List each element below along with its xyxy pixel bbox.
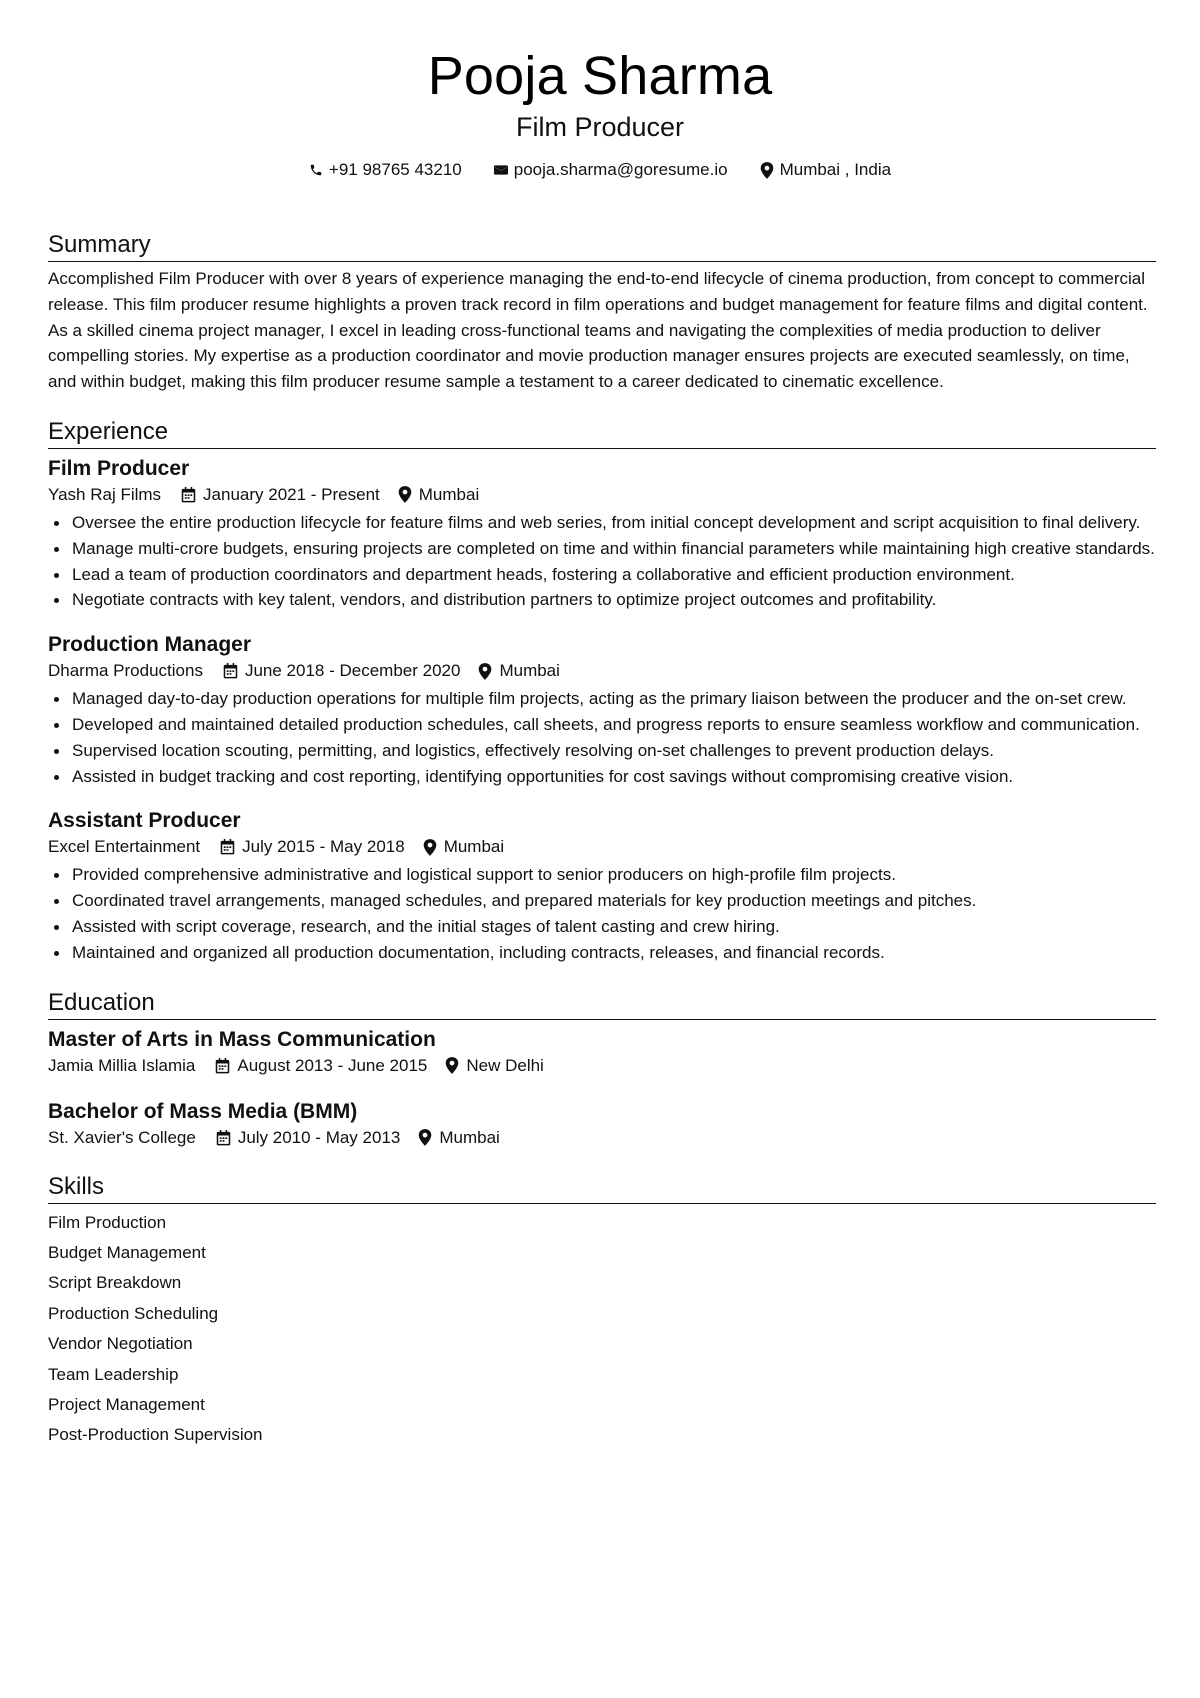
- bullet-item: Managed day-to-day production operations for multiple film projects, acting as the primary liaison between the producer and the on-set crew.: [48, 686, 1156, 712]
- skill-item: Film Production: [48, 1212, 167, 1232]
- entry-meta: [48, 483, 1156, 507]
- section-heading: Education: [48, 988, 1156, 1020]
- map-pin-icon: [398, 486, 412, 503]
- location-text: Mumbai: [418, 484, 480, 504]
- skill-item: Post-Production Supervision: [48, 1425, 263, 1445]
- entry-dates: [220, 835, 405, 859]
- bullet-item: Provided comprehensive administrative and logistical support to senior producers on high-profile film projects.: [48, 862, 1156, 888]
- map-pin-icon: [423, 839, 437, 856]
- job-entry: [48, 455, 1156, 613]
- entry-location: [478, 659, 559, 683]
- organization: Jamia Millia Islamia: [48, 1055, 196, 1075]
- location-text: Mumbai , India: [779, 160, 892, 179]
- entry-location: [418, 1126, 499, 1150]
- resume-content: [48, 230, 1156, 1451]
- education-section: [48, 988, 1156, 1150]
- phone-icon: [309, 163, 323, 177]
- job-title: Film Producer: [48, 456, 190, 480]
- location-text: New Delhi: [466, 1055, 544, 1075]
- organization: St. Xavier's College: [48, 1127, 196, 1147]
- dates-text: January 2021 - Present: [203, 484, 380, 504]
- contact-location: [760, 160, 892, 180]
- calendar-icon: [220, 839, 235, 855]
- phone-text: +91 98765 43210: [328, 160, 462, 179]
- education-entry: [48, 1098, 1156, 1150]
- entry-meta: [48, 1054, 1156, 1078]
- skill-item: Vendor Negotiation: [48, 1334, 193, 1354]
- experience-section: [48, 417, 1156, 966]
- contact-email: [494, 160, 728, 180]
- bullet-item: Lead a team of production coordinators and department heads, fostering a collaborative and efficient production environment.: [48, 562, 1156, 588]
- job-entry: [48, 807, 1156, 965]
- skills-section: [48, 1172, 1156, 1451]
- entry-dates: [215, 1054, 427, 1078]
- skill-item: Project Management: [48, 1394, 205, 1414]
- skill-item: Production Scheduling: [48, 1303, 219, 1323]
- entry-meta: [48, 835, 1156, 859]
- calendar-icon: [223, 663, 238, 679]
- dates-text: July 2015 - May 2018: [242, 837, 405, 857]
- calendar-icon: [215, 1058, 230, 1074]
- job-title: Production Manager: [48, 633, 252, 657]
- location-text: Mumbai: [443, 837, 505, 857]
- degree-title: Bachelor of Mass Media (BMM): [48, 1099, 358, 1123]
- dates-text: July 2010 - May 2013: [237, 1127, 401, 1147]
- bullet-item: Developed and maintained detailed production schedules, call sheets, and progress reports to ensure seamless workflow and communication.: [48, 712, 1156, 738]
- skill-item: Budget Management: [48, 1242, 206, 1262]
- skill-item: Script Breakdown: [48, 1273, 182, 1293]
- dates-text: August 2013 - June 2015: [237, 1055, 428, 1075]
- summary-section: [48, 230, 1156, 395]
- location-text: Mumbai: [439, 1127, 500, 1147]
- dates-text: June 2018 - December 2020: [244, 661, 461, 681]
- degree-title: Master of Arts in Mass Communication: [48, 1027, 436, 1051]
- candidate-name: Pooja Sharma: [427, 46, 773, 106]
- candidate-title: Film Producer: [515, 112, 685, 142]
- resume-header: [0, 44, 1200, 144]
- entry-location: [445, 1054, 543, 1078]
- skill-item: Team Leadership: [48, 1364, 179, 1384]
- section-heading: Experience: [48, 417, 1156, 449]
- entry-meta: [48, 1126, 1156, 1150]
- job-title: Assistant Producer: [48, 809, 241, 833]
- entry-location: [423, 835, 504, 859]
- job-bullets: [48, 862, 1156, 965]
- section-heading: Summary: [48, 230, 1156, 262]
- job-entry: [48, 631, 1156, 789]
- calendar-icon: [181, 487, 196, 503]
- job-bullets: [48, 686, 1156, 789]
- contact-phone: [309, 160, 462, 180]
- bullet-item: Assisted in budget tracking and cost reporting, identifying opportunities for cost savings without compromising creative vision.: [48, 764, 1156, 790]
- bullet-item: Negotiate contracts with key talent, vendors, and distribution partners to optimize project outcomes and profitability.: [48, 587, 1156, 613]
- bullet-item: Manage multi-crore budgets, ensuring projects are completed on time and within financial parameters while maintaining high creative standards.: [48, 536, 1156, 562]
- entry-meta: [48, 659, 1156, 683]
- entry-dates: [181, 483, 380, 507]
- bullet-item: Supervised location scouting, permitting, and logistics, effectively resolving on-set challenges to prevent production delays.: [48, 738, 1156, 764]
- contact-row: [0, 160, 1200, 180]
- entry-dates: [216, 1126, 401, 1150]
- job-list: [48, 455, 1156, 966]
- map-pin-icon: [478, 663, 492, 680]
- summary-text: Accomplished Film Producer with over 8 years of experience managing the end-to-end lifecycle of cinema production, from concept to commercial release. This film producer resume highlights a proven track record in film operations and budget management for feature films and digital content. As a skilled cinema project manager, I excel in leading cross-functional teams and navigating the complexities of media production to deliver compelling stories. My expertise as a production coordinator and movie production manager ensures projects are executed seamlessly, on time, and within budget, making this film producer resume sample a testament to a career dedicated to cinematic excellence.: [48, 269, 1148, 392]
- bullet-item: Maintained and organized all production documentation, including contracts, releases, and financial records.: [48, 940, 1156, 966]
- skills-list: [48, 1208, 1156, 1451]
- location-text: Mumbai: [499, 661, 560, 681]
- envelope-icon: [494, 164, 508, 176]
- bullet-item: Oversee the entire production lifecycle for feature films and web series, from initial concept development and script acquisition to final delivery.: [48, 510, 1156, 536]
- bullet-item: Coordinated travel arrangements, managed schedules, and prepared materials for key production meetings and pitches.: [48, 888, 1156, 914]
- entry-dates: [223, 659, 460, 683]
- map-pin-icon: [418, 1129, 432, 1146]
- organization: Yash Raj Films: [48, 484, 162, 504]
- map-pin-icon: [760, 162, 774, 179]
- education-list: [48, 1026, 1156, 1150]
- job-bullets: [48, 510, 1156, 613]
- bullet-item: Assisted with script coverage, research, and the initial stages of talent casting and crew hiring.: [48, 914, 1156, 940]
- education-entry: [48, 1026, 1156, 1078]
- map-pin-icon: [445, 1057, 459, 1074]
- section-heading: Skills: [48, 1172, 1156, 1204]
- organization: Excel Entertainment: [48, 837, 201, 857]
- organization: Dharma Productions: [48, 661, 203, 681]
- entry-location: [398, 483, 479, 507]
- email-text[interactable]: pooja.sharma@goresume.io: [513, 160, 728, 179]
- calendar-icon: [216, 1130, 231, 1146]
